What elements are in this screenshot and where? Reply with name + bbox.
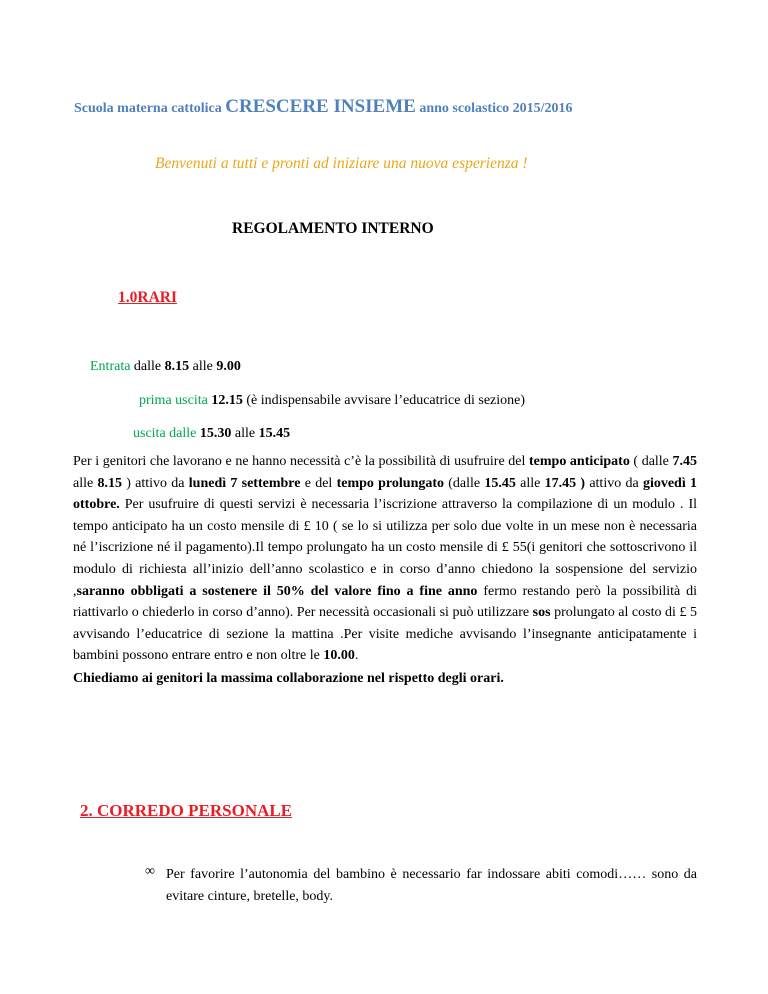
text: dalle [130,359,165,374]
text: Per usufruire di questi servizi è necessaria l’iscrizione attraverso la compilazione di un modulo . Il tempo anticipato ha un costo mensile di £ 10 ( se lo si utilizza per solo due volte in un mese non è necessaria né l’iscrizione né il pagamento).Il tempo prolungato ha un costo mensile di £ 55(i genitori che sottoscrivono il modulo di richiesta all’inizio dell’anno scolastico e in corso d’anno chiedono la sospensione del servizio , [73,497,697,599]
document-title [74,96,573,118]
orari-paragraph [73,451,697,667]
time: 15.30 [199,426,232,441]
school-prefix: Scuola materna cattolica [74,101,222,116]
text: alle [73,475,98,491]
bold: giovedì 1 ottobre. [73,475,697,513]
uscita-line [133,426,290,442]
text: ( dalle [629,454,673,469]
text: e del [300,475,337,491]
prima-uscita-label: prima uscita [139,393,208,408]
infinity-bullet-icon: ∞ [145,864,155,879]
time: 9.00 [216,359,241,374]
text: ) attivo da [121,475,189,491]
bold: saranno obbligati a sostenere il 50% del valore fino a fine anno [76,583,478,599]
entrata-label: Entrata [90,359,131,374]
text: fermo restando però la possibilità di riattivarlo o chiederlo in corso d’anno). Per necessità occasionali si può utilizzare [73,583,697,621]
time: 15.45 [258,426,291,441]
bold: 15.45 [484,475,516,491]
text: prolungato al costo di £ 5 avvisando l’educatrice di sezione la mattina .Per visite mediche avvisando l’insegnante anticipatamente i bambini possono entrare entro e non oltre le [73,605,698,664]
entrata-line [90,359,241,375]
bold: 7.45 [672,454,698,469]
bold: sos [532,605,551,621]
text: alle [189,359,217,374]
prima-uscita-line [139,393,525,409]
text: alle [231,426,259,441]
text: . [354,648,359,664]
section-1-title: 1.0RARI [118,289,177,306]
bold: 8.15 [97,475,122,491]
text: Per i genitori che lavorano e ne hanno necessità c’è la possibilità di usufruire del [73,454,529,469]
text: (è indispensabile avvisare l’educatrice di sezione) [242,393,526,408]
page-heading: REGOLAMENTO INTERNO [232,220,434,237]
bold: 17.45 ) [544,475,586,491]
time: 8.15 [164,359,190,374]
bold: tempo anticipato [529,454,630,469]
time: 12.15 [211,393,243,408]
bold: tempo prolungato [336,475,445,491]
text: (dalle [444,475,485,491]
bold: lunedì 7 settembre [188,475,301,491]
uscita-label: uscita dalle [133,426,197,441]
bullet-item: Per favorire l’autonomia del bambino è necessario far indossare abiti comodi…… sono da evitare cinture, bretelle, body. [166,867,697,904]
bold: 10.00 [323,648,355,664]
text: alle [515,475,545,491]
collaboration-note: Chiediamo ai genitori la massima collaborazione nel rispetto degli orari. [73,671,504,686]
welcome-message: Benvenuti a tutti e pronti ad iniziare una nuova esperienza ! [155,155,528,172]
school-name: CRESCERE INSIEME [225,96,416,117]
school-year: anno scolastico 2015/2016 [419,101,573,116]
text: attivo da [585,475,643,491]
section-2-title: 2. CORREDO PERSONALE [80,801,293,820]
